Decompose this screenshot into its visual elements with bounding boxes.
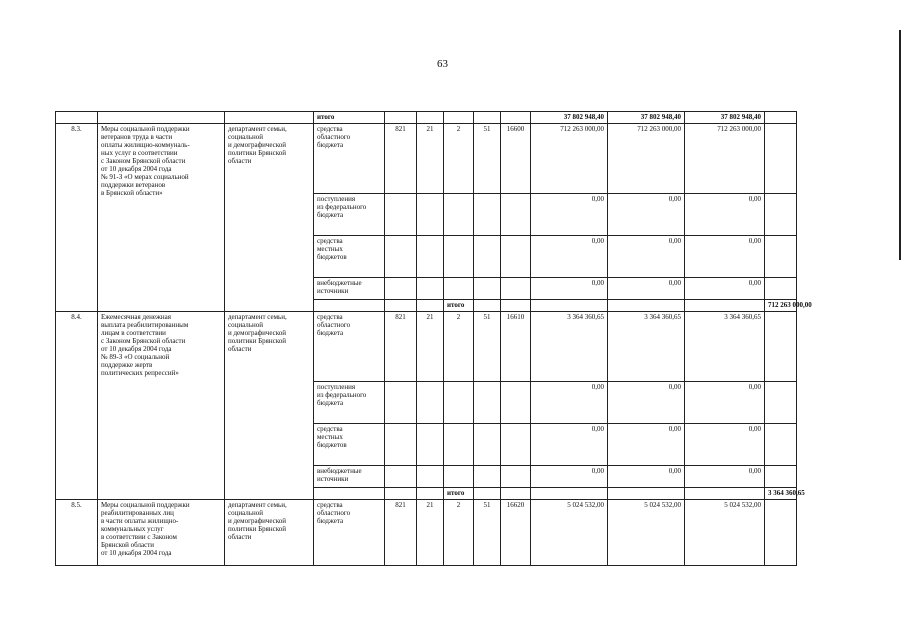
amount-value: 0,00 (531, 424, 608, 466)
code-admin (385, 278, 417, 300)
amount-value: 0,00 (685, 194, 765, 236)
code-expense (501, 466, 531, 488)
empty-cell (765, 236, 797, 278)
empty-cell (314, 300, 385, 312)
budget-table (55, 111, 812, 566)
section-executor: департамент семьи, социальной и демографической политики Брянской области (225, 312, 314, 500)
code-admin (385, 382, 417, 424)
code-subprogram (444, 382, 474, 424)
section-number: 8.5. (56, 500, 98, 566)
code-subprogram: 2 (444, 124, 474, 194)
empty-cell (765, 112, 797, 124)
code-subprogram: 2 (444, 500, 474, 566)
amount-value: 712 263 000,00 (531, 124, 608, 194)
funding-source: средства областного бюджета (314, 312, 385, 382)
amount-value: 0,00 (531, 236, 608, 278)
code-program (417, 278, 444, 300)
code-direction (474, 236, 501, 278)
empty-cell (417, 488, 444, 500)
code-admin (385, 236, 417, 278)
code-direction (474, 278, 501, 300)
code-expense (501, 424, 531, 466)
code-program (417, 194, 444, 236)
code-admin: 821 (385, 500, 417, 566)
funding-source: поступления из федерального бюджета (314, 194, 385, 236)
amount-value: 0,00 (531, 194, 608, 236)
empty-code-cell (417, 112, 444, 124)
code-direction: 51 (474, 312, 501, 382)
code-admin (385, 466, 417, 488)
empty-code-cell (608, 300, 685, 312)
amount-value: 3 364 360,65 (531, 312, 608, 382)
code-program (417, 466, 444, 488)
empty-code-cell (385, 112, 417, 124)
empty-cell (765, 124, 797, 194)
empty-cell (385, 488, 417, 500)
code-expense (501, 194, 531, 236)
code-admin: 821 (385, 312, 417, 382)
code-subprogram (444, 194, 474, 236)
amount-value: 0,00 (608, 424, 685, 466)
amount-value: 5 024 532,00 (608, 500, 685, 566)
code-program (417, 236, 444, 278)
amount-value: 0,00 (608, 466, 685, 488)
amount-value: 0,00 (531, 466, 608, 488)
code-expense (501, 278, 531, 300)
funding-source: внебюджетные источники (314, 466, 385, 488)
table-row (56, 500, 797, 566)
total-label: итого (444, 300, 474, 312)
amount-value: 0,00 (531, 382, 608, 424)
section-title: Ежемесячная денежная выплата реабилитированным лицам в соответствии с Законом Брянской области от 10 декабря 2004 года № 89-З «О социальной поддержке жертв политических репрессий» (98, 312, 225, 500)
funding-source: поступления из федерального бюджета (314, 382, 385, 424)
code-direction: 51 (474, 500, 501, 566)
empty-code-cell (608, 488, 685, 500)
section-title: Меры социальной поддержки реабилитированных лиц в части оплаты жилищно- коммунальных услуг в соответствии с Законом Брянской области от 10 декабря 2004 года (98, 500, 225, 566)
amount-value: 0,00 (608, 194, 685, 236)
code-expense: 16600 (501, 124, 531, 194)
empty-cell (765, 278, 797, 300)
empty-code-cell (501, 488, 531, 500)
amount-value: 712 263 000,00 (608, 124, 685, 194)
empty-cell (765, 312, 797, 382)
scan-edge-line (899, 30, 901, 260)
code-direction (474, 382, 501, 424)
funding-source: средства местных бюджетов (314, 236, 385, 278)
code-subprogram (444, 424, 474, 466)
table-row (56, 124, 797, 194)
amount-value: 3 364 360,65 (685, 312, 765, 382)
empty-cell (765, 500, 797, 566)
empty-cell (765, 194, 797, 236)
amount-value: 0,00 (685, 466, 765, 488)
code-expense (501, 236, 531, 278)
section-number: 8.3. (56, 124, 98, 312)
code-expense (501, 382, 531, 424)
code-direction (474, 194, 501, 236)
section-title: Меры социальной поддержки ветеранов труда в части оплаты жилищно-коммуналь- ных услуг в соответствии с Законом Брянской области от 10 декабря 2004 года № 91-З «О мерах социальной поддержки ветеранов в Брянской области» (98, 124, 225, 312)
empty-cell (56, 112, 98, 124)
code-expense: 16610 (501, 312, 531, 382)
amount-value: 0,00 (531, 278, 608, 300)
total-value: 3 364 360,65 (765, 488, 797, 500)
code-program (417, 424, 444, 466)
amount-value: 0,00 (608, 278, 685, 300)
empty-cell (765, 466, 797, 488)
code-direction (474, 424, 501, 466)
total-value: 37 802 948,40 (531, 112, 608, 124)
table-row (56, 312, 797, 382)
empty-cell (765, 424, 797, 466)
amount-value: 0,00 (685, 382, 765, 424)
empty-cell (417, 300, 444, 312)
empty-cell (314, 488, 385, 500)
code-subprogram (444, 236, 474, 278)
empty-cell (225, 112, 314, 124)
empty-code-cell (474, 300, 501, 312)
section-executor: департамент семьи, социальной и демографической политики Брянской области (225, 500, 314, 566)
code-subprogram (444, 278, 474, 300)
funding-source: средства местных бюджетов (314, 424, 385, 466)
total-value: 712 263 000,00 (765, 300, 797, 312)
code-program: 21 (417, 500, 444, 566)
funding-source: средства областного бюджета (314, 500, 385, 566)
total-label: итого (314, 112, 385, 124)
amount-value: 3 364 360,65 (608, 312, 685, 382)
amount-value: 0,00 (608, 236, 685, 278)
amount-value: 5 024 532,00 (685, 500, 765, 566)
empty-code-cell (444, 112, 474, 124)
funding-source: внебюджетные источники (314, 278, 385, 300)
empty-code-cell (474, 112, 501, 124)
amount-value: 0,00 (608, 382, 685, 424)
total-value: 37 802 948,40 (685, 112, 765, 124)
top-total-row (56, 112, 797, 124)
code-admin: 821 (385, 124, 417, 194)
empty-code-cell (474, 488, 501, 500)
code-subprogram: 2 (444, 312, 474, 382)
total-label: итого (444, 488, 474, 500)
code-direction: 51 (474, 124, 501, 194)
code-subprogram (444, 466, 474, 488)
amount-value: 5 024 532,00 (531, 500, 608, 566)
amount-value: 0,00 (685, 278, 765, 300)
empty-code-cell (685, 488, 765, 500)
amount-value: 0,00 (685, 424, 765, 466)
total-value: 37 802 948,40 (608, 112, 685, 124)
empty-cell (765, 382, 797, 424)
page-number: 63 (437, 58, 448, 70)
funding-source: средства областного бюджета (314, 124, 385, 194)
empty-code-cell (531, 488, 608, 500)
empty-code-cell (501, 300, 531, 312)
code-program (417, 382, 444, 424)
empty-cell (385, 300, 417, 312)
empty-cell (98, 112, 225, 124)
section-executor: департамент семьи, социальной и демографической политики Брянской области (225, 124, 314, 312)
code-admin (385, 424, 417, 466)
code-admin (385, 194, 417, 236)
empty-code-cell (531, 300, 608, 312)
empty-code-cell (501, 112, 531, 124)
empty-code-cell (685, 300, 765, 312)
code-program: 21 (417, 312, 444, 382)
amount-value: 712 263 000,00 (685, 124, 765, 194)
code-program: 21 (417, 124, 444, 194)
section-number: 8.4. (56, 312, 98, 500)
code-expense: 16620 (501, 500, 531, 566)
amount-value: 0,00 (685, 236, 765, 278)
code-direction (474, 466, 501, 488)
